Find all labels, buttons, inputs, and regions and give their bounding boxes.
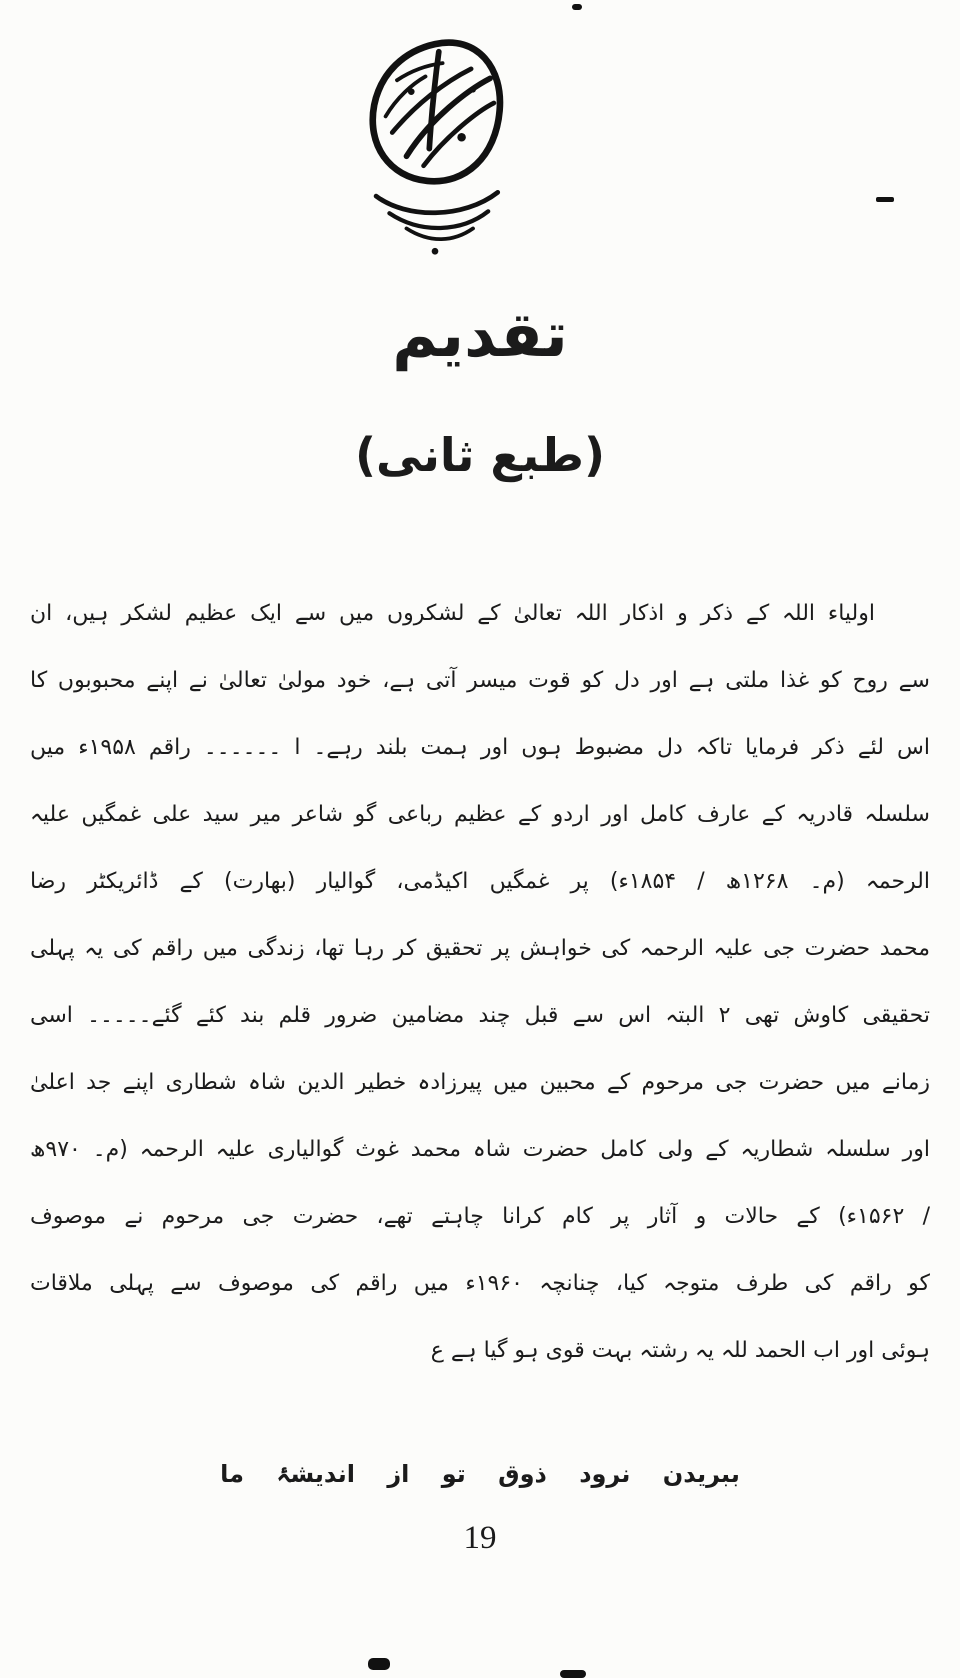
page-title: تقدیم (392, 298, 568, 371)
body-line: اس لئے ذکر فرمایا تاکہ دل مضبوط ہوں اور ہمت بلند رہے۔ ا ۔۔۔۔۔۔ راقم ۱۹۵۸ء میں (30, 735, 930, 760)
scan-artifact (560, 1670, 586, 1678)
body-line: / ۱۵۶۲ء) کے حالات و آثار پر کام کرانا چاہتے تھے، حضرت جی مرحوم نے موصوف (30, 1204, 930, 1229)
scan-artifact (368, 1658, 390, 1670)
body-line: اولیاء اللہ کے ذکر و اذکار اللہ تعالیٰ کے لشکروں میں سے ایک عظیم لشکر ہیں، ان (30, 601, 875, 626)
body-line: سلسلہ قادریہ کے عارف کامل اور اردو کے عظیم رباعی گو شاعر میر سید علی غمگیں علیہ (30, 802, 930, 827)
body-line: تحقیقی کاوش تھی ۲ البتہ اس سے قبل چند مضامین ضرور قلم بند کئے گئے۔۔۔۔۔ اسی (30, 1003, 930, 1028)
body-line: محمد حضرت جی علیہ الرحمہ کی خواہش پر تحقیق کر رہا تھا، زندگی میں راقم کی یہ پہلی (30, 936, 930, 961)
poetry-verse: ببریدن نرود ذوق تو از اندیشۂ ما (220, 1460, 740, 1488)
body-line: کو راقم کی طرف متوجہ کیا، چنانچہ ۱۹۶۰ء میں راقم کی موصوف سے پہلی ملاقات (30, 1271, 930, 1296)
body-paragraph (30, 580, 930, 1384)
body-line: زمانے میں حضرت جی مرحوم کے محبین میں پیرزادہ خطیر الدین شاہ شطاری اپنے جد اعلیٰ (30, 1070, 930, 1095)
body-line: اور سلسلہ شطاریہ کے ولی کامل حضرت شاہ محمد غوث گوالیاری علیہ الرحمہ (م۔ ۹۷۰ھ (30, 1137, 930, 1162)
body-line: الرحمہ (م۔ ۱۲۶۸ھ / ۱۸۵۴ء) پر غمگیں اکیڈمی، گوالیار (بھارت) کے ڈائریکٹر رضا (30, 869, 930, 894)
scan-artifact (876, 197, 894, 202)
page-subtitle: (طبع ثانی) (355, 428, 605, 482)
page-number: 19 (463, 1520, 497, 1556)
scan-artifact (572, 4, 582, 10)
calligraphy-seal-icon (340, 22, 530, 262)
body-line: سے روح کو غذا ملتی ہے اور دل کو قوت میسر آتی ہے، خود مولیٰ تعالیٰ نے اپنے محبوبوں کا (30, 668, 930, 693)
bismillah-calligraphy-emblem (340, 22, 530, 262)
body-line: ہوئی اور اب الحمد للہ یہ رشتہ بہت قوی ہو گیا ہے ع (430, 1338, 930, 1363)
